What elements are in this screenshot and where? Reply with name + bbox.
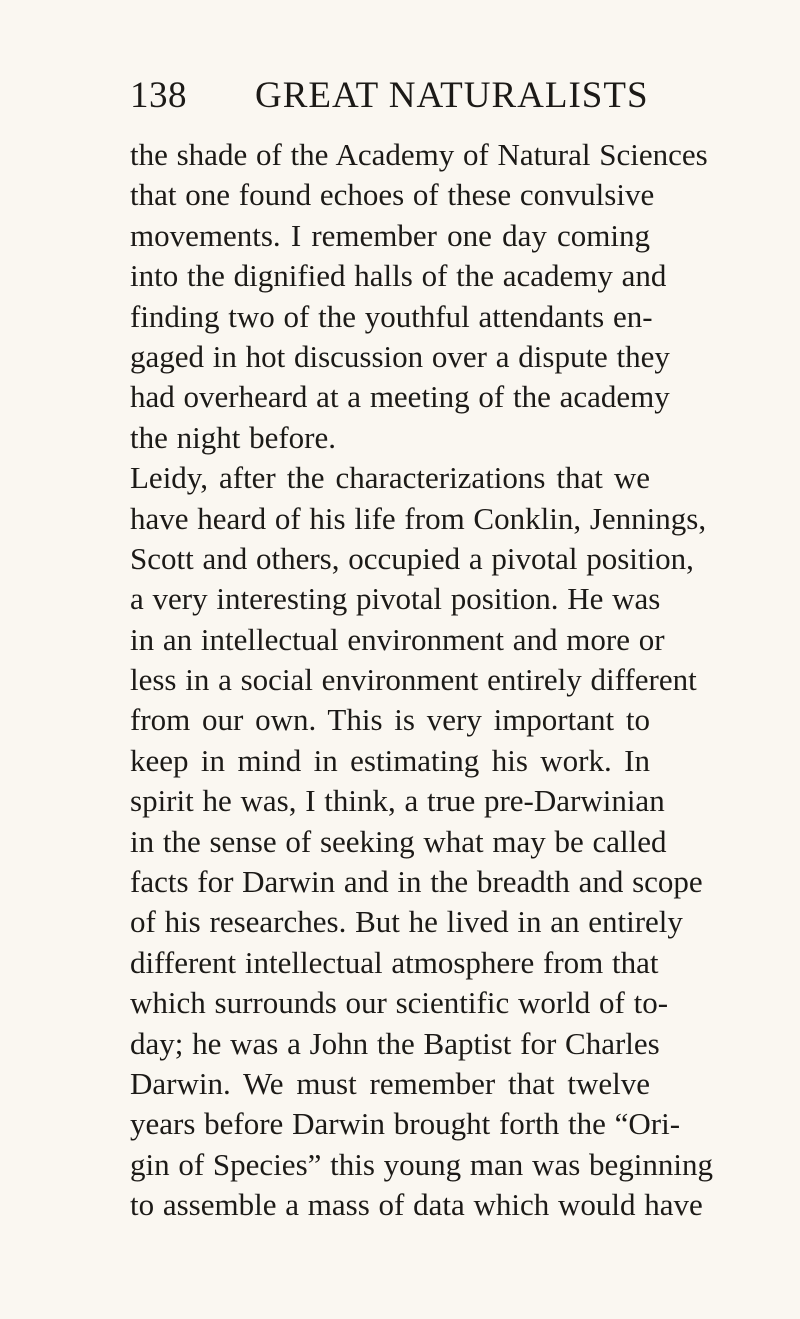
text-line: day; he was a John the Baptist for Charles [130, 1025, 660, 1061]
text-line: facts for Darwin and in the breadth and scope [130, 864, 703, 900]
text-line: in the sense of seeking what may be called [130, 823, 667, 859]
text-line: Darwin. We must remember that twelve [130, 1065, 650, 1101]
text-line: of his researches. But he lived in an entirely [130, 904, 683, 940]
text-line: gin of Species” this young man was beginning [130, 1146, 713, 1182]
text-line: gaged in hot discussion over a dispute they [130, 338, 670, 374]
text-line: less in a social environment entirely different [130, 662, 697, 698]
text-line: that one found echoes of these convulsive [130, 177, 655, 213]
text-line: Scott and others, occupied a pivotal position, [130, 540, 694, 576]
text-line: keep in mind in estimating his work. In [130, 742, 650, 778]
running-title: GREAT NATURALISTS [255, 75, 649, 116]
text-line: Leidy, after the characterizations that we [130, 460, 650, 496]
running-head [130, 74, 649, 118]
text-line: spirit he was, I think, a true pre-Darwinian [130, 783, 665, 819]
text-line: in an intellectual environment and more or [130, 621, 665, 657]
text-line: the night before. [130, 419, 337, 455]
text-line: had overheard at a meeting of the academy [130, 379, 670, 415]
text-line: the shade of the Academy of Natural Sciences [130, 137, 708, 172]
text-line: which surrounds our scientific world of to- [130, 985, 669, 1021]
text-line: have heard of his life from Conklin, Jennings, [130, 500, 707, 536]
text-line: to assemble a mass of data which would have [130, 1187, 703, 1223]
text-line: years before Darwin brought forth the “Ori- [130, 1106, 681, 1142]
body-text [130, 135, 713, 1226]
text-line: finding two of the youthful attendants en- [130, 298, 653, 334]
text-line: into the dignified halls of the academy and [130, 258, 667, 294]
text-line: different intellectual atmosphere from that [130, 944, 659, 980]
text-line: movements. I remember one day coming [130, 217, 650, 253]
page-number: 138 [130, 75, 187, 116]
text-line: from our own. This is very important to [130, 702, 650, 738]
text-line: a very interesting pivotal position. He was [130, 581, 661, 617]
